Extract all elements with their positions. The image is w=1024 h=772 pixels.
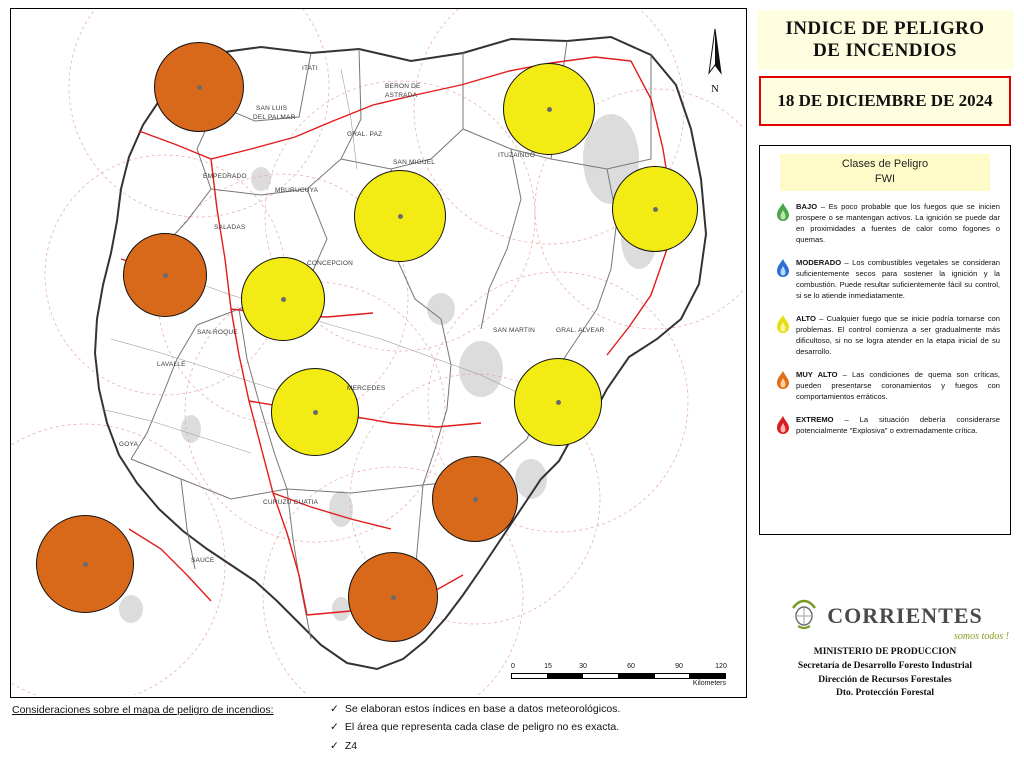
footer-note-3-text: Z4 (344, 739, 358, 752)
north-arrow (698, 27, 732, 95)
legend-item-alto (770, 313, 1000, 357)
map-label-ituzaingo: ITUZAINGO (498, 152, 536, 159)
dept-line-2: Secretaría de Desarrollo Foresto Industrial (797, 660, 973, 671)
map-label-san-roque: SAN ROQUE (197, 329, 238, 336)
station-dot (653, 207, 658, 212)
station-dot (163, 273, 168, 278)
flame-icon-green (770, 201, 796, 229)
station-dot (83, 562, 88, 567)
legend-name-extremo: EXTREMO (796, 414, 834, 424)
legend-text-muy-alto (796, 369, 1000, 402)
scale-tick: 30 (579, 663, 587, 670)
legend-item-bajo (770, 201, 1000, 245)
date-text: 18 DE DICIEMBRE DE 2024 (777, 91, 993, 111)
legend-panel (759, 145, 1011, 535)
scale-tick: 120 (715, 663, 727, 670)
footer-title: Consideraciones sobre el mapa de peligro de incendios: (12, 704, 274, 716)
danger-circle-muy-alto (123, 233, 207, 317)
scale-tick: 60 (627, 663, 635, 670)
station-dot (391, 595, 396, 600)
danger-circle-muy-alto (432, 456, 518, 542)
check-icon: ✓ (330, 739, 339, 752)
map-label-astrada: ASTRADA (385, 92, 418, 99)
map-label-san-luis: SAN LUIS (256, 105, 288, 112)
footer-note-3 (330, 737, 620, 755)
legend-name-muy-alto: MUY ALTO (796, 369, 838, 379)
north-label: N (711, 83, 719, 95)
station-dot (197, 85, 202, 90)
station-dot (281, 297, 286, 302)
legend-desc-moderado: – Los combustibles vegetales se consideran suficientemente secos para sostener la ignición y la combustión. Puede resultar suficientemente fácil su control, si se lo atiende inmediatamente. (796, 257, 1000, 300)
dept-line-3: Dirección de Recursos Forestales (818, 674, 952, 685)
map-label-gral-alvear: GRAL. ALVEAR (556, 327, 605, 334)
corrientes-crest-icon (787, 596, 821, 635)
danger-circle-muy-alto (154, 42, 244, 132)
map-label-san-martin: SAN MARTIN (493, 327, 535, 334)
danger-circle-muy-alto (36, 515, 134, 613)
title-line-1: INDICE DE PELIGRO (785, 18, 985, 40)
legend-name-bajo: BAJO (796, 201, 818, 211)
flame-icon-yellow (770, 313, 796, 341)
footer-note-1-text: Se elaboran estos índices en base a datos meteorológicos. (344, 703, 621, 715)
map-label-concepcion: CONCEPCION (307, 260, 354, 267)
scale-tick: 15 (544, 663, 552, 670)
scale-bar (511, 663, 726, 687)
map-label-goya: GOYA (119, 441, 139, 448)
danger-circle-alto (354, 170, 446, 262)
flame-icon-orange (770, 369, 796, 397)
legend-item-muy-alto (770, 369, 1000, 402)
danger-circle-alto (271, 368, 359, 456)
map-panel (10, 8, 747, 698)
check-icon: ✓ (330, 703, 339, 715)
check-icon: ✓ (330, 721, 339, 734)
danger-circle-muy-alto (348, 552, 438, 642)
map-label-del-palmar: DEL PALMAR (253, 114, 296, 121)
legend-text-moderado (796, 257, 1000, 301)
danger-circle-alto (503, 63, 595, 155)
footer-notes (330, 700, 620, 755)
legend-name-moderado: MODERADO (796, 257, 842, 267)
legend-title-line-2: FWI (874, 172, 896, 185)
map-label-lavalle: LAVALLE (157, 361, 186, 368)
legend-name-alto: ALTO (796, 313, 816, 323)
organization-block (757, 596, 1013, 701)
station-dot (556, 400, 561, 405)
map-label-mburucuya: MBURUCUYA (275, 187, 319, 194)
map-label-beron-de: BERON DE (385, 83, 421, 90)
legend-item-extremo (770, 414, 1000, 442)
map-label-empedrado: EMPEDRADO (203, 173, 247, 180)
legend-text-bajo (796, 201, 1000, 245)
map-label-curuzu-cuatia: CURUZU CUATIA (263, 499, 319, 506)
legend-desc-muy-alto: – Las condiciones de quema son críticas, pueden presentarse coronamientos y fuegos con comportamientos erráticos. (796, 369, 1000, 401)
title-line-2: DE INCENDIOS (813, 40, 957, 61)
station-dot (313, 410, 318, 415)
dept-line-4: Dto. Protección Forestal (835, 688, 935, 699)
station-dot (473, 497, 478, 502)
corrientes-wordmark: CORRIENTES (827, 602, 983, 628)
map-label-sauce: SAUCE (191, 557, 215, 564)
legend-desc-bajo: – Es poco probable que los fuegos que se inicien prospere o se mantengan activos. La ignición se puede dar en proximidades a fuentes de calor como fogones o quemas. (796, 201, 1000, 244)
danger-circle-alto (514, 358, 602, 446)
map-label-san-miguel: SAN MIGUEL (393, 159, 436, 166)
footer-note-2 (330, 718, 620, 736)
flame-icon-blue (770, 257, 796, 285)
page-title (757, 10, 1013, 70)
legend-text-extremo (796, 414, 1000, 436)
dept-line-1: MINISTERIO DE PRODUCCION (813, 647, 957, 657)
footer-note-2-text: El área que representa cada clase de peligro no es exacta. (344, 721, 620, 734)
station-dot (547, 107, 552, 112)
legend-title (780, 154, 990, 191)
scale-tick: 90 (675, 663, 683, 670)
scale-tick: 0 (511, 663, 515, 670)
danger-circle-alto (241, 257, 325, 341)
flame-icon-red (770, 414, 796, 442)
scale-unit: Kilometers (692, 680, 726, 687)
legend-text-alto (796, 313, 1000, 357)
legend-title-line-1: Clases de Peligro (841, 158, 929, 170)
legend-item-moderado (770, 257, 1000, 301)
map-label-mercedes: MERCEDES (347, 385, 386, 392)
danger-circle-alto (612, 166, 698, 252)
corrientes-slogan: somos todos ! (953, 631, 1009, 642)
legend-desc-extremo: – La situación debería considerarse potencialmente "Explosiva" o extremadamente crítica. (796, 414, 1000, 435)
footer-note-1 (330, 700, 620, 718)
map-label-itati: ITATI (302, 65, 318, 72)
legend-desc-alto: – Cualquier fuego que se inicie podría tornarse con problemas. El control comienza a ser gradualmente más dificultoso, si no se logra atender en la etapa inicial de su desarrollo. (796, 313, 1000, 356)
date-badge (759, 76, 1011, 126)
map-label-saladas: SALADAS (214, 224, 246, 231)
map-label-gral-paz: GRAL. PAZ (347, 131, 383, 138)
station-dot (398, 214, 403, 219)
